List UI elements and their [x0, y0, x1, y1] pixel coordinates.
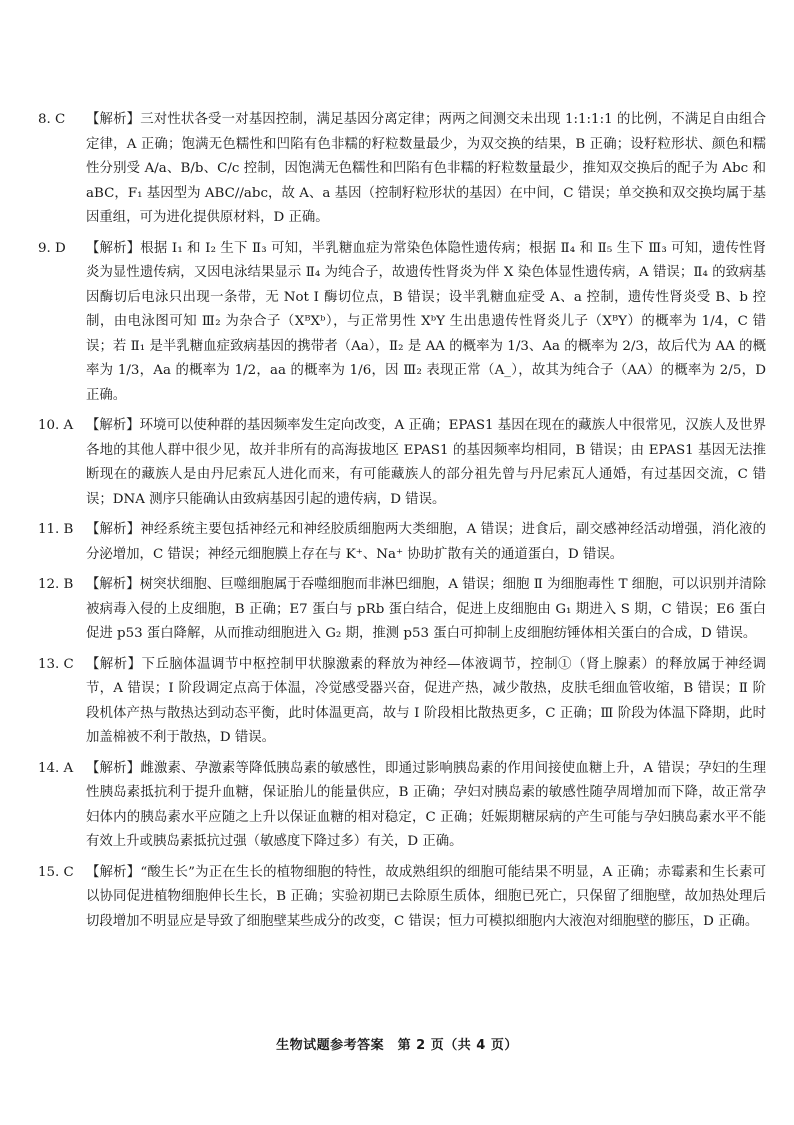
answer-explanation: 【解析】雌激素、孕激素等降低胰岛素的敏感性，即通过影响胰岛素的作用间接使血糖上升，A 错误；孕妇的生理性胰岛素抵抗利于提升血糖，保证胎儿的能量供应，B 正确；孕妇对胰岛素的敏感性随孕周增加而下降，故正常孕妇体内的胰岛素水平应随之上升以保证血糖的相对稳定，C 正确；妊娠期糖尿病的产生可能与孕妇胰岛素水平不能有效上升或胰岛素抵抗过强（敏感度下降过多）有关，D 正确。: [86, 760, 766, 849]
answer-explanation: 【解析】树突状细胞、巨噬细胞属于吞噬细胞而非淋巴细胞，A 错误；细胞 Ⅱ 为细胞毒性 T 细胞，可以识别并清除被病毒入侵的上皮细胞，B 正确；E7 蛋白与 pRb 蛋白结合，促进上皮细胞由 G₁ 期进入 S 期，C 错误；E6 蛋白促进 p53 蛋白降解，从而推动细胞进入 G₂ 期，推测 p53 蛋白可抑制上皮细胞纺锤体相关蛋白的合成，D 错误。: [86, 577, 766, 641]
answer-item-10: [38, 414, 766, 512]
answer-number: 11. B: [38, 522, 74, 537]
answer-explanation: 【解析】“酸生长”为正在生长的植物细胞的特性，故成熟组织的细胞可能结果不明显，A 正确；赤霉素和生长素可以协同促进植物细胞伸长生长，B 正确；实验初期已去除原生质体，细胞已死亡，只保留了细胞壁，故加热处理后切段增加不明显应是导致了细胞壁某些成分的改变，C 错误；恒力可模拟细胞内大液泡对细胞壁的膨压，D 正确。: [86, 864, 766, 929]
answer-item-13: [38, 653, 766, 751]
answer-explanation: 【解析】根据 Ⅰ₁ 和 Ⅰ₂ 生下 Ⅱ₃ 可知，半乳糖血症为常染色体隐性遗传病；根据 Ⅱ₄ 和 Ⅱ₅ 生下 Ⅲ₃ 可知，遗传性肾炎为显性遗传病，又因电泳结果显示 Ⅱ₄ 为纯合子，故遗传性肾炎为伴 X 染色体显性遗传病，A 错误；Ⅱ₄ 的致病基因酶切后电泳只出现一条带，无 Not Ⅰ 酶切位点，B 错误；设半乳糖血症受 A、a 控制，遗传性肾炎受 B、b 控制，由电泳图可知 Ⅲ₂ 为杂合子（XᴮXᵇ），与正常男性 XᵇY 生出患遗传性肾炎儿子（XᴮY）的概率为 1/4，C 错误；若 Ⅱ₁ 是半乳糖血症致病基因的携带者（Aa），Ⅱ₂ 是 AA 的概率为 1/3、Aa 的概率为 2/3，故后代为 AA 的概率为 1/3，Aa 的概率为 1/2，aa 的概率为 1/6，因 Ⅲ₂ 表现正常（A_），故其为纯合子（AA）的概率为 2/5，D 正确。: [86, 240, 766, 403]
answer-number: 14. A: [38, 760, 74, 776]
answer-item-12: [38, 573, 766, 647]
page-footer: 生物试题参考答案 第 2 页（共 4 页）: [276, 1038, 518, 1053]
answer-item-8: [38, 108, 766, 231]
answer-number: 15. C: [38, 864, 74, 880]
answer-list: [38, 108, 766, 940]
answer-item-11: [38, 518, 766, 567]
answer-item-15: [38, 861, 766, 935]
answer-explanation: 【解析】三对性状各受一对基因控制，满足基因分离定律；两两之间测交未出现 1:1:1:1 的比例，不满足自由组合定律，A 正确；饱满无色糯性和凹陷有色非糯的籽粒数量最少，为双交换的结果，B 正确；设籽粒形状、颜色和糯性分别受 A/a、B/b、C/c 控制，因饱满无色糯性和凹陷有色非糯的籽粒数量最少，推知双交换后的配子为 Abc 和 aBC，F₁ 基因型为 ABC//abc，故 A、a 基因（控制籽粒形状的基因）在中间，C 错误；单交换和双交换均属于基因重组，可为进化提供原材料，D 正确。: [86, 112, 766, 225]
answer-number: 13. C: [38, 656, 74, 672]
answer-number: 12. B: [38, 577, 74, 592]
answer-explanation: 【解析】环境可以使种群的基因频率发生定向改变，A 正确；EPAS1 基因在现在的藏族人中很常见，汉族人及世界各地的其他人群中很少见，故并非所有的高海拔地区 EPAS1 的基因频率均相同，B 错误；由 EPAS1 基因无法推断现在的藏族人是由丹尼索瓦人进化而来，有可能藏族人的部分祖先曾与丹尼索瓦人通婚，有过基因交流，C 错误；DNA 测序只能确认由致病基因引起的遗传病，D 错误。: [86, 418, 766, 507]
answer-number: 10. A: [38, 418, 74, 433]
answer-item-14: [38, 757, 766, 855]
answer-number: 9. D: [38, 240, 66, 256]
answer-explanation: 【解析】下丘脑体温调节中枢控制甲状腺激素的释放为神经—体液调节，控制①（肾上腺素）的释放属于神经调节，A 错误；Ⅰ 阶段调定点高于体温，冷觉感受器兴奋，促进产热，减少散热，皮肤毛细血管收缩，B 错误；Ⅱ 阶段机体产热与散热达到动态平衡，此时体温更高，故与 Ⅰ 阶段相比散热更多，C 正确；Ⅲ 阶段为体温下降期，此时加盖棉被不利于散热，D 错误。: [86, 656, 766, 745]
answer-number: 8. C: [38, 112, 66, 127]
answer-item-9: [38, 237, 766, 409]
answer-explanation: 【解析】神经系统主要包括神经元和神经胶质细胞两大类细胞，A 错误；进食后，副交感神经活动增强，消化液的分泌增加，C 错误；神经元细胞膜上存在与 K⁺、Na⁺ 协助扩散有关的通道蛋白，D 错误。: [86, 522, 766, 562]
